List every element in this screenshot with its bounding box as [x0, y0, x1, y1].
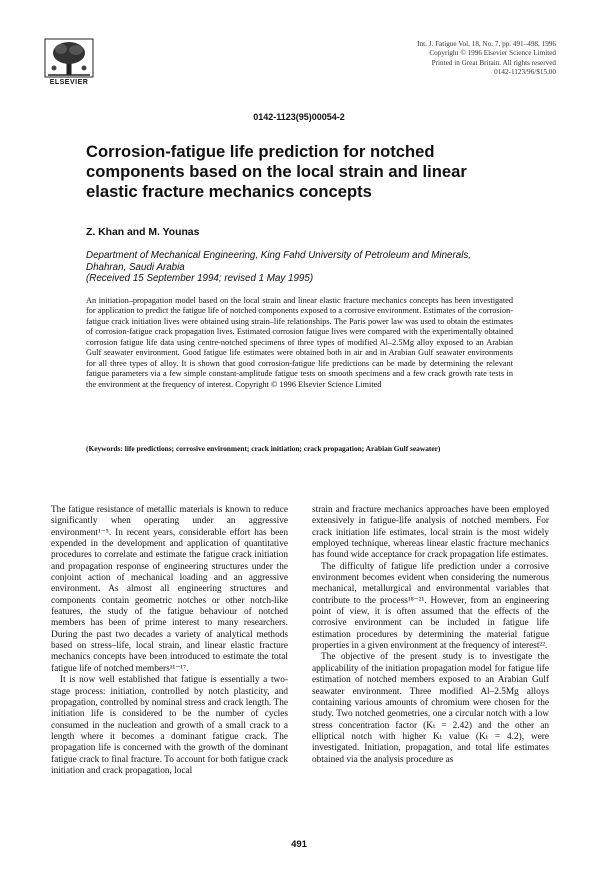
journal-citation: Int. J. Fatigue Vol. 18, No. 7, pp. 491–498, 1996 [417, 40, 556, 48]
body-column-left [51, 505, 288, 777]
page-number: 491 [291, 839, 307, 850]
body-paragraph: The difficulty of fatigue life prediction under a corrosive environment becomes evident when considering the numerous mechanical, metallurgical and environmental variables that contribute to the process¹⁸⁻²¹. However, from an engineering point of view, it is often assumed that the effects of the corrosive environment can be included in fatigue life estimation procedures by determining the material fatigue properties in a given environment at the frequency of interest²². [312, 561, 549, 652]
copyright-line: Copyright © 1996 Elsevier Science Limited [429, 49, 556, 58]
printed-line: Printed in Great Britain. All rights reserved [431, 58, 556, 67]
authors: Z. Khan and M. Younas [86, 227, 200, 238]
abstract: An initiation–propagation model based on the local strain and linear elastic fracture mechanics concepts has been investigated for application to predict the fatigue life of notched components exposed to a corrosive environment. Estimates of the corrosion-fatigue crack initiation lives were obtained using strain–life relationships. The Paris power law was used to obtain the estimates of corrosion-fatigue crack propagation lives. Estimated corrosion fatigue lives were compared with the experimentally obtained corrosion fatigue life data using centre-notched specimens of three types of modified Al–2.5Mg alloy exposed to an Arabian Gulf seawater environment. Good fatigue life estimates were obtained both in air and in Arabian Gulf seawater environments for all three types of alloy. It is shown that good corrosion-fatigue life predictions can be made by determining the relevant fatigue parameters via a few simple constant-amplitude fatigue tests on smooth specimens and a few crack growth rate tests in the environment at the frequency of interest. Copyright © 1996 Elsevier Science Limited [86, 296, 513, 389]
elsevier-tree-emblem [44, 38, 94, 78]
journal-info [356, 40, 556, 78]
paper-title: Corrosion-fatigue life prediction for notched components based on the local strain and linear elastic fracture mechanics concepts [86, 142, 467, 201]
affiliation [86, 250, 506, 285]
keywords: (Keywords: life predictions; corrosive environment; crack initiation; crack propagation; Arabian Gulf seawater) [86, 444, 441, 453]
body-paragraph: strain and fracture mechanics approaches have been employed extensively in fatigue-life analysis of notched members. For crack initiation life estimates, local strain is the most widely employed technique, whereas linear elastic fracture mechanics has found wide acceptance for crack propagation life estimates. [312, 505, 549, 561]
body-paragraph: The fatigue resistance of metallic materials is known to reduce significantly when operating under an aggressive environment¹⁻⁵. In recent years, considerable effort has been expended in the development and application of quantitative procedures to correlate and estimate the fatigue crack initiation and propagation response of engineering structures under the conjoint action of mechanical loading and an aggressive environment. As almost all engineering structures and components contain geometric notches or other notch-like features, the study of the fatigue behaviour of notched members has been of prime interest to many researchers. During the past two decades a variety of analytical methods based on stress–life, local strain, and linear elastic fracture mechanics concepts have been introduced to estimate the total fatigue life of notched members¹¹⁻¹⁷. [51, 505, 288, 674]
body-column-right [312, 505, 549, 766]
received-dates: (Received 15 September 1994; revised 1 May 1995) [86, 273, 314, 285]
publisher-name: ELSEVIER [49, 79, 89, 86]
elsevier-logo [44, 38, 94, 86]
affiliation-address: Department of Mechanical Engineering, King Fahd University of Petroleum and Minerals, Dhahran, Saudi Arabia [86, 250, 471, 273]
body-paragraph: The objective of the present study is to investigate the applicability of the initiation propagation model for fatigue life estimation of notched members exposed to an Arabian Gulf seawater environment. Three modified Al–2.5Mg alloys containing various amounts of chromium were chosen for the study. Two notched geometries, one a circular notch with a low stress concentration factor (Kₜ = 2.42) and the other an elliptical notch with higher Kₜ value (Kₜ = 4.2), were investigated. Initiation, propagation, and total life estimates obtained via the analysis procedure as [312, 652, 549, 765]
body-paragraph: It is now well established that fatigue is essentially a two-stage process: initiation, controlled by notch plasticity, and propagation, controlled by nominal stress and crack length. The initiation life is considered to be the number of cycles consumed in the nucleation and growth of a small crack to a length where it becomes a dominant fatigue crack. The propagation life is concerned with the growth of the dominant fatigue crack to final fracture. To account for both fatigue crack initiation and crack propagation, local [51, 675, 288, 776]
issn-line: 0142-1123/96/$15.00 [494, 68, 556, 77]
article-code: 0142-1123(95)00054-2 [253, 112, 345, 122]
